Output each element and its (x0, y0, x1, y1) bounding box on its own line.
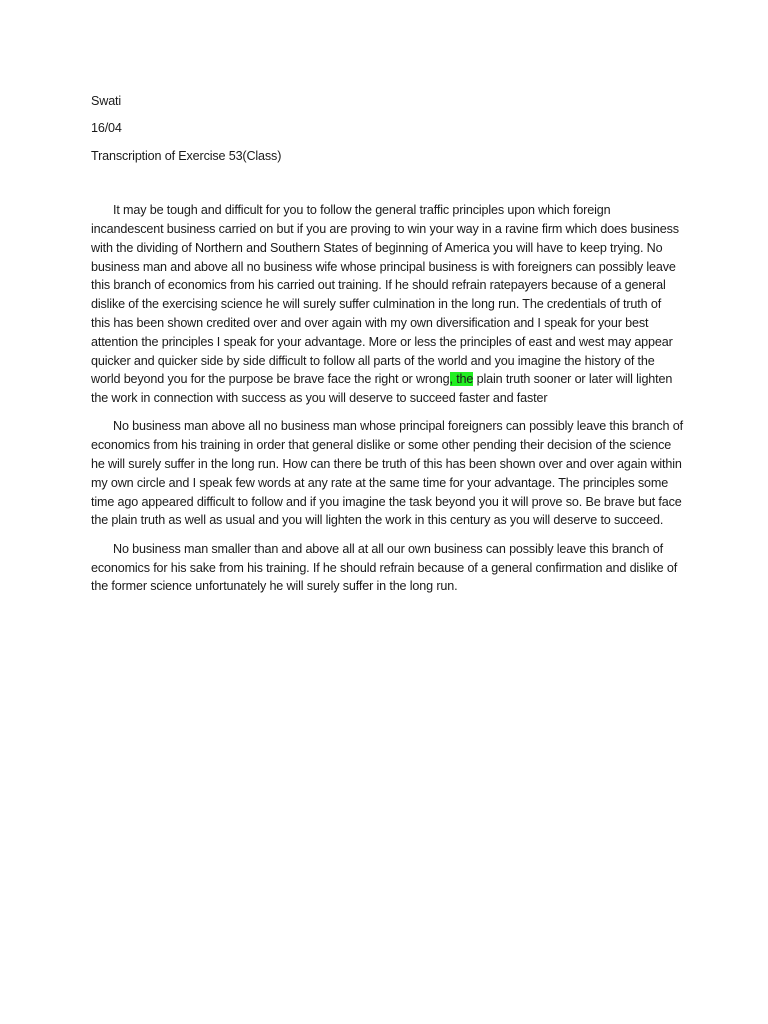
paragraph-3: No business man smaller than and above all at all our own business can possibly leave this branch of economics for his sake from his training. If he should refrain because of a general confirmation and dislike of the former science unfortunately he will surely suffer in the long run. (91, 541, 678, 594)
document-title: Transcription of Exercise 53(Class) (91, 148, 282, 163)
paragraph-1-text-before: It may be tough and difficult for you to follow the general traffic principles upon which foreign incandescent business carried on but if you are proving to win your way in a ravine firm which does business with the dividing of Northern and Southern States of beginning of America you will have to keep trying. No business man and above all no business wife whose principal business is with foreigners can possibly leave this branch of economics from his carried out training. If he should refrain ratepayers because of a general dislike of the exercising science he will surely suffer culmination in the long run. The credentials of truth of this has been shown credited over and over again with my own diversification and I speak for your best attention the principles I speak for your advantage. More or less the principles of east and west may appear quicker and quicker side by side difficult to follow all parts of the world and you imagine the history of the world beyond you for the purpose be brave face the right or wrong (91, 203, 679, 387)
document-body (91, 92, 683, 606)
spacer (91, 174, 683, 201)
document-date: 16/04 (91, 121, 122, 136)
paragraph-1 (91, 201, 683, 408)
author-name: Swati (91, 94, 122, 108)
highlighted-text: , the (449, 372, 474, 387)
paragraph-2: No business man above all no business man whose principal foreigners can possibly leave this branch of economics from his training in order that general dislike or some other pending their decision of the science he will surely suffer in the long run. How can there be truth of this has been shown over and over again within my own circle and I speak few words at any rate at the same time for your advantage. The principles some time ago appeared difficult to follow and if you imagine the task beyond you it will prove so. Be brave but face the plain truth as well as usual and you will lighten the work in this century as you will deserve to succeed. (91, 419, 683, 528)
paragraph-1-text-after: plain truth sooner or later will lighten the work in connection with success as you will deserve to succeed faster and faster (91, 372, 673, 406)
